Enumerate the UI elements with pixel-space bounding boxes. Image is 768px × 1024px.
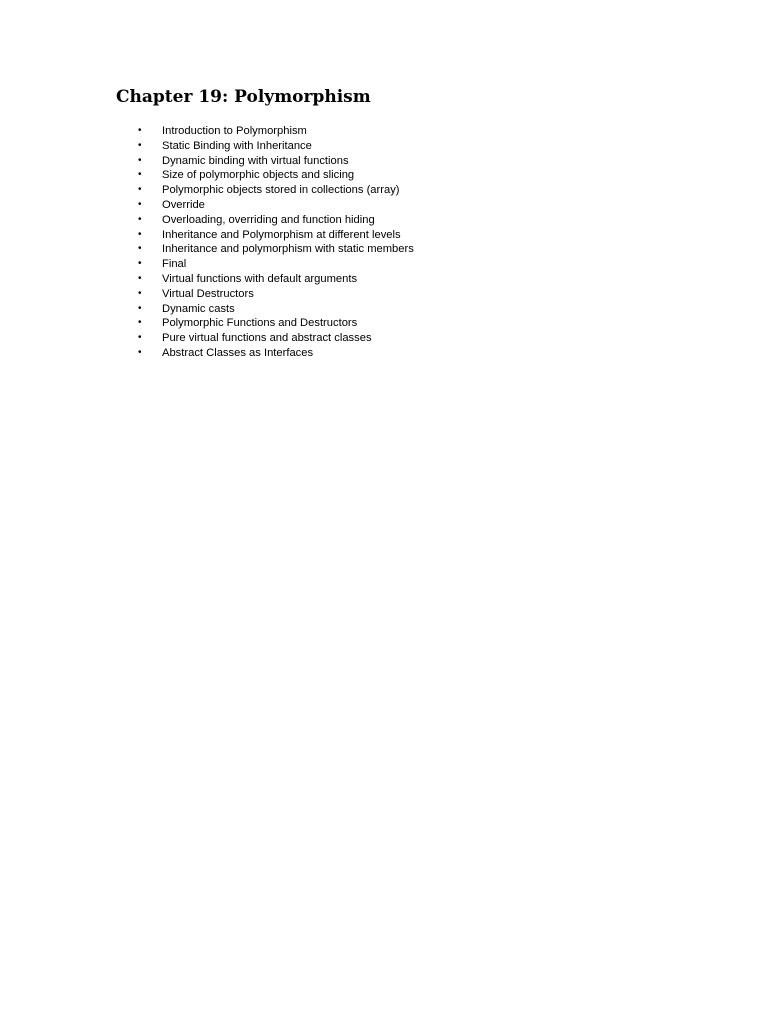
list-item <box>138 331 414 346</box>
chapter-title: Chapter 19: Polymorphism <box>116 87 371 107</box>
bullet-icon: • <box>138 184 142 196</box>
topic-text: Dynamic casts <box>162 302 235 315</box>
topic-text: Override <box>162 198 205 211</box>
topic-text: Static Binding with Inheritance <box>162 139 312 152</box>
bullet-icon: • <box>138 198 142 210</box>
list-item <box>138 228 414 243</box>
topic-text: Pure virtual functions and abstract classes <box>162 332 372 345</box>
list-item <box>138 124 414 139</box>
bullet-icon: • <box>138 243 142 255</box>
list-item <box>138 316 414 331</box>
list-item <box>138 183 414 198</box>
topic-text: Overloading, overriding and function hiding <box>162 213 375 226</box>
bullet-icon: • <box>138 332 142 344</box>
bullet-icon: • <box>138 139 142 151</box>
list-item <box>138 213 414 228</box>
list-item <box>138 198 414 213</box>
list-item <box>138 154 414 169</box>
bullet-icon: • <box>138 154 142 166</box>
topic-text: Introduction to Polymorphism <box>162 125 307 137</box>
bullet-icon: • <box>138 272 142 284</box>
topic-text: Polymorphic objects stored in collections (array) <box>162 184 400 197</box>
bullet-icon: • <box>138 346 142 358</box>
bullet-icon: • <box>138 317 142 329</box>
topic-text: Final <box>162 258 187 271</box>
bullet-icon: • <box>138 258 142 270</box>
bullet-icon: • <box>138 287 142 299</box>
topic-list <box>138 124 414 361</box>
list-item <box>138 346 414 361</box>
bullet-icon: • <box>138 125 142 136</box>
bullet-icon: • <box>138 302 142 314</box>
topic-text: Size of polymorphic objects and slicing <box>162 169 355 182</box>
list-item <box>138 242 414 257</box>
list-item <box>138 139 414 154</box>
list-item <box>138 272 414 287</box>
bullet-icon: • <box>138 213 142 225</box>
list-item <box>138 257 414 272</box>
list-item <box>138 287 414 302</box>
topic-text: Abstract Classes as Interfaces <box>162 346 314 359</box>
topic-text: Inheritance and Polymorphism at different levels <box>162 228 401 241</box>
topic-text: Virtual Destructors <box>162 287 254 300</box>
topic-text: Virtual functions with default arguments <box>162 272 358 285</box>
topic-text: Dynamic binding with virtual functions <box>162 154 349 167</box>
list-item <box>138 302 414 317</box>
topic-text: Polymorphic Functions and Destructors <box>162 317 358 330</box>
topic-text: Inheritance and polymorphism with static members <box>162 243 414 256</box>
bullet-icon: • <box>138 228 142 240</box>
list-item <box>138 168 414 183</box>
bullet-icon: • <box>138 169 142 181</box>
